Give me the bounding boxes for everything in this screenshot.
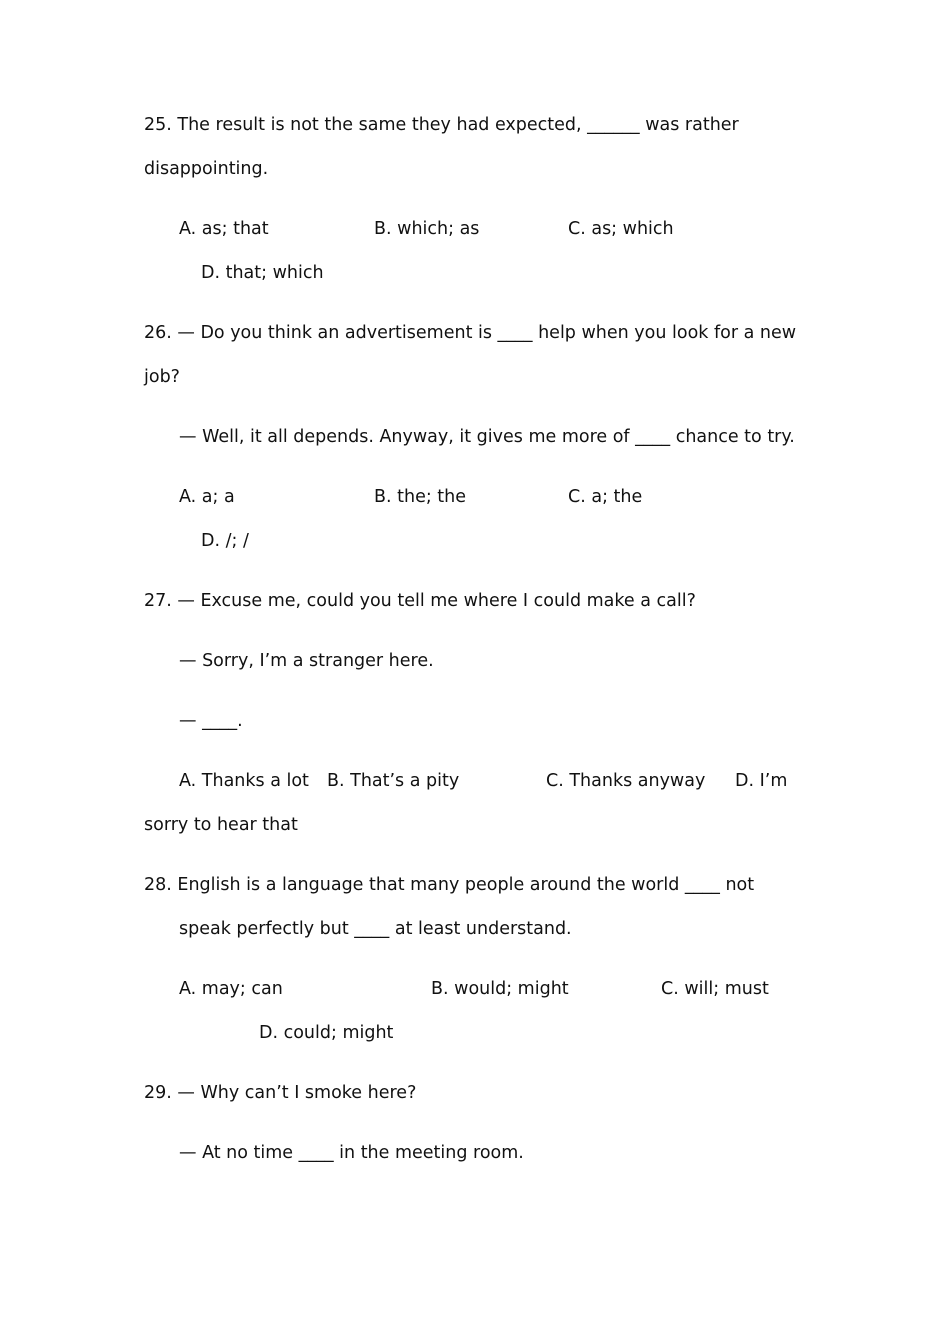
question-27-option-b: B. That’s a pity (327, 771, 460, 791)
question-27-option-d-line-1: D. I’m (735, 771, 788, 791)
question-26-option-c: C. a; the (568, 487, 643, 507)
question-27-option-a: A. Thanks a lot (179, 771, 309, 791)
question-26-option-a: A. a; a (179, 487, 235, 507)
question-28-option-b: B. would; might (431, 979, 569, 999)
question-26-stem-line-2: job? (144, 367, 180, 387)
question-25-stem-line-1: 25. The result is not the same they had expected, ______ was rather (144, 115, 739, 135)
question-27-reply-1: — Sorry, I’m a stranger here. (179, 651, 434, 671)
question-28-stem-line-2: speak perfectly but ____ at least understand. (179, 919, 572, 939)
question-28-option-d: D. could; might (259, 1023, 394, 1043)
question-25-option-a: A. as; that (179, 219, 269, 239)
question-28-stem-line-1: 28. English is a language that many people around the world ____ not (144, 875, 755, 895)
question-25-option-b: B. which; as (374, 219, 480, 239)
question-26-stem-line-1: 26. — Do you think an advertisement is ____ help when you look for a new (144, 323, 797, 343)
question-26-reply: — Well, it all depends. Anyway, it gives me more of ____ chance to try. (179, 427, 795, 447)
question-27-option-c: C. Thanks anyway (546, 771, 706, 791)
question-26-option-d: D. /; / (201, 531, 249, 551)
question-27-stem: 27. — Excuse me, could you tell me where I could make a call? (144, 591, 696, 611)
question-25-option-c: C. as; which (568, 219, 674, 239)
question-27-reply-2: — ____. (179, 711, 243, 731)
question-26-option-b: B. the; the (374, 487, 467, 507)
question-28-option-a: A. may; can (179, 979, 283, 999)
question-25-stem-line-2: disappointing. (144, 159, 269, 179)
question-27-option-d-line-2: sorry to hear that (144, 815, 298, 835)
question-25-option-d: D. that; which (201, 263, 324, 283)
question-29-stem: 29. — Why can’t I smoke here? (144, 1083, 417, 1103)
question-28-option-c: C. will; must (661, 979, 769, 999)
question-29-reply: — At no time ____ in the meeting room. (179, 1143, 524, 1163)
